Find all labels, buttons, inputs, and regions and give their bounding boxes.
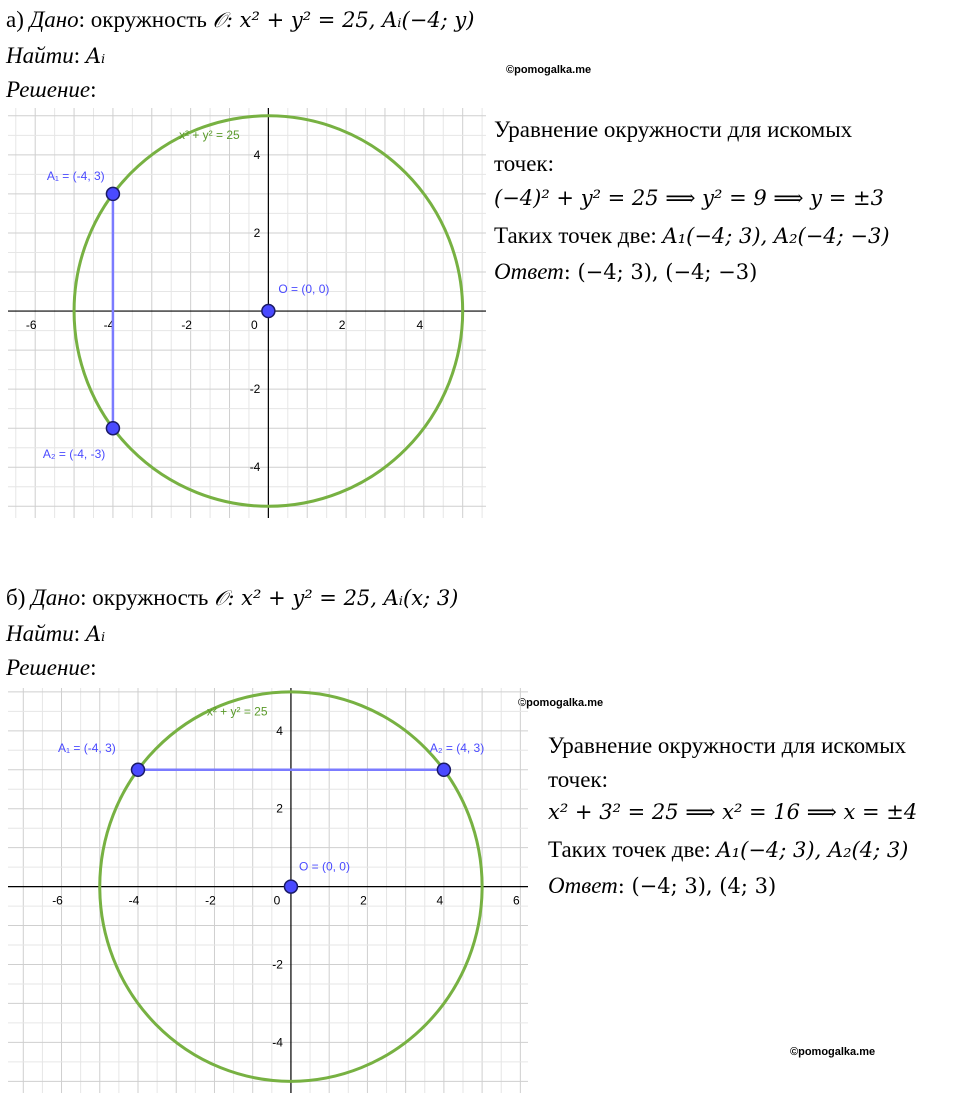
part-a-equation: (−4)² + y² = 25 ⟹ y² = 9 ⟹ y = ±3 (494, 186, 884, 210)
x-tick-label: 2 (360, 893, 367, 908)
part-b-points: Таких точек две: A₁(−4; 3), A₂(4; 3) (548, 837, 909, 862)
part-b-equation: x² + 3² = 25 ⟹ x² = 16 ⟹ x = ±4 (548, 800, 918, 824)
x-tick-label: -6 (25, 318, 37, 333)
part-a-text-line2: точек: (494, 151, 554, 176)
circle-label: x² + y² = 25 (206, 704, 268, 719)
point-label: A₁ = (-4, 3) (46, 168, 105, 183)
part-b-given: б) Дано: окружность 𝒪: x² + y² = 25, Aᵢ(x; 3) (6, 585, 459, 610)
x-tick-label: 4 (416, 318, 424, 333)
y-tick-label: -2 (249, 382, 261, 397)
x-tick-label: -4 (128, 893, 140, 908)
part-b-text-line1: Уравнение окружности для искомых (548, 733, 907, 758)
x-tick-label: -6 (52, 893, 63, 908)
part-a-given: а) Дано: окружность 𝒪: x² + y² = 25, Aᵢ(−4; y) (6, 7, 475, 32)
point-marker (132, 763, 145, 776)
point-label: O = (0, 0) (298, 859, 350, 874)
y-tick-label: -2 (272, 957, 283, 972)
y-tick-label: -4 (272, 1035, 283, 1050)
point-marker (437, 763, 450, 776)
circle-label: x² + y² = 25 (178, 128, 240, 143)
watermark: ©pomogalka.me (506, 64, 592, 76)
y-tick-label: 4 (276, 723, 283, 738)
part-a-find: Найти: Aᵢ (6, 43, 106, 68)
part-a-text-line1: Уравнение окружности для искомых (494, 117, 853, 142)
part-b-solution: Решение: (6, 655, 97, 680)
x-tick-label: 2 (338, 318, 346, 333)
y-tick-label: -4 (249, 460, 261, 475)
point-marker (262, 305, 275, 318)
point-marker (106, 422, 119, 435)
x-tick-label: 0 (251, 318, 258, 333)
graph-part-b (8, 688, 528, 1093)
point-marker (106, 187, 119, 200)
x-tick-label: 4 (436, 893, 444, 908)
point-label: O = (0, 0) (278, 282, 330, 297)
watermark: ©pomogalka.me (790, 1046, 876, 1058)
watermark: ©pomogalka.me (518, 697, 604, 709)
y-tick-label: 4 (253, 147, 261, 162)
x-tick-label: -2 (181, 318, 192, 333)
part-b-text-line2: точек: (548, 767, 608, 792)
part-b-find: Найти: Aᵢ (6, 621, 106, 646)
part-b-answer: Ответ: (−4; 3), (4; 3) (548, 873, 777, 898)
part-a-points: Таких точек две: A₁(−4; 3), A₂(−4; −3) (494, 223, 890, 248)
x-tick-label: 0 (273, 893, 281, 908)
point-marker (284, 880, 297, 893)
point-label: A₂ = (4, 3) (429, 740, 485, 755)
x-tick-label: -2 (205, 893, 216, 908)
x-tick-label: 6 (513, 893, 520, 908)
graph-part-a (8, 108, 486, 518)
y-tick-label: 2 (253, 225, 261, 240)
point-label: A₂ = (-4, -3) (42, 447, 106, 462)
part-a-solution: Решение: (6, 77, 97, 102)
y-tick-label: 2 (276, 801, 283, 816)
part-a-answer: Ответ: (−4; 3), (−4; −3) (494, 259, 758, 284)
point-label: A₁ = (-4, 3) (58, 740, 116, 755)
x-tick-label: -4 (103, 318, 115, 333)
